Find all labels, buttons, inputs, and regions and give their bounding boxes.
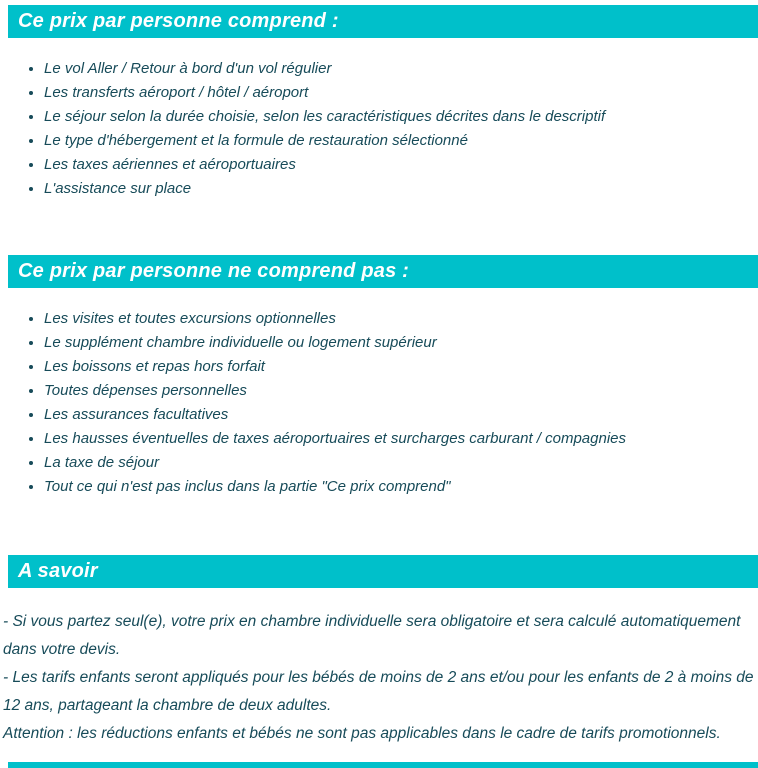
section-price-excludes — [0, 255, 758, 499]
list-item: • L'assistance sur place — [44, 177, 748, 201]
section-price-includes — [0, 5, 758, 201]
list-item: • Le supplément chambre individuelle ou logement supérieur — [44, 331, 748, 355]
price-excludes-list — [0, 307, 758, 499]
good-to-know-notes — [0, 608, 758, 748]
list-item: • Les assurances facultatives — [44, 403, 748, 427]
list-item: • Le type d'hébergement et la formule de restauration sélectionné — [44, 129, 748, 153]
list-item: • Le vol Aller / Retour à bord d'un vol régulier — [44, 57, 748, 81]
list-item: • Le séjour selon la durée choisie, selon les caractéristiques décrites dans le descriptif — [44, 105, 748, 129]
list-item: • Les visites et toutes excursions optionnelles — [44, 307, 748, 331]
list-item: • La taxe de séjour — [44, 451, 748, 475]
price-includes-list — [0, 57, 758, 201]
list-item: • Toutes dépenses personnelles — [44, 379, 748, 403]
note-paragraph: Attention : les réductions enfants et bébés ne sont pas applicables dans le cadre de tarifs promotionnels. — [3, 725, 721, 742]
note-paragraph: - Si vous partez seul(e), votre prix en chambre individuelle sera obligatoire et sera calculé automatiquement dans votre devis. — [3, 613, 741, 658]
list-item: • Les boissons et repas hors forfait — [44, 355, 748, 379]
price-includes-title: Ce prix par personne comprend : — [18, 10, 339, 32]
good-to-know-title: A savoir — [18, 560, 98, 582]
list-item: • Les hausses éventuelles de taxes aéroportuaires et surcharges carburant / compagnies — [44, 427, 748, 451]
note-paragraph: - Les tarifs enfants seront appliqués pour les bébés de moins de 2 ans et/ou pour les enfants de 2 à moins de 12 ans, partageant la chambre de deux adultes. — [3, 669, 754, 714]
bottom-accent-divider — [8, 762, 758, 768]
price-excludes-title: Ce prix par personne ne comprend pas : — [18, 260, 410, 282]
list-item: • Les taxes aériennes et aéroportuaires — [44, 153, 748, 177]
section-good-to-know — [0, 555, 758, 748]
price-excludes-banner — [8, 255, 758, 288]
list-item: • Tout ce qui n'est pas inclus dans la partie "Ce prix comprend" — [44, 475, 748, 499]
good-to-know-banner — [8, 555, 758, 588]
price-includes-banner — [8, 5, 758, 38]
list-item: • Les transferts aéroport / hôtel / aéroport — [44, 81, 748, 105]
pricing-info-page — [0, 5, 758, 768]
